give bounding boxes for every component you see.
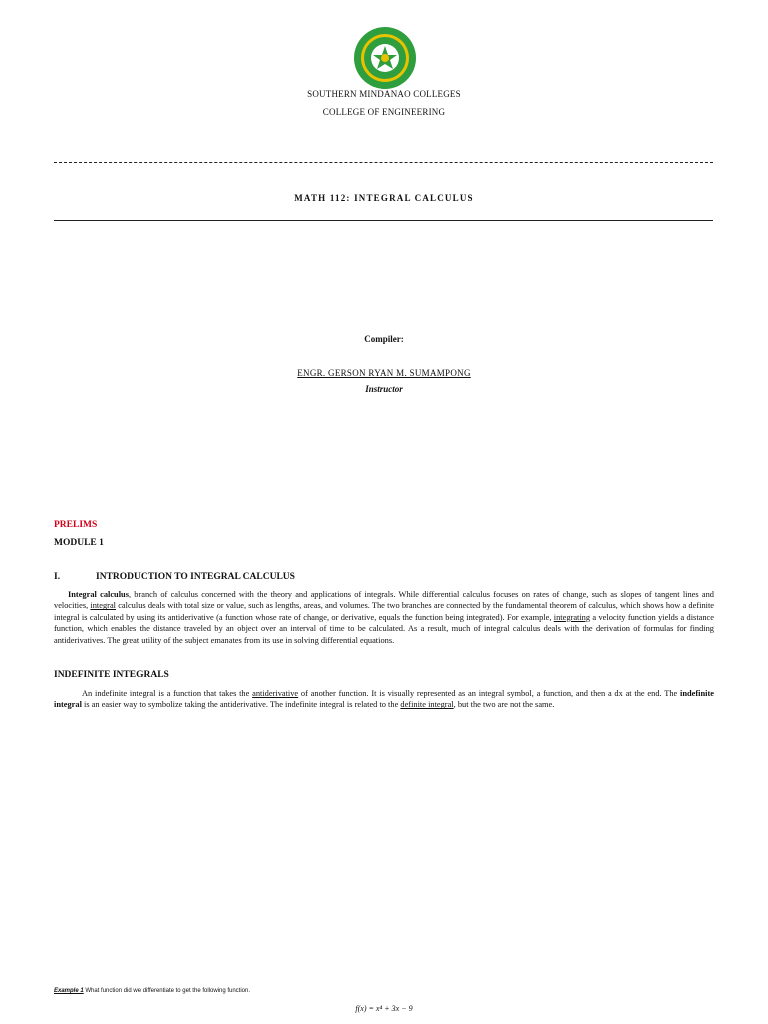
intro-text-2: calculus deals with total size or value, such as lengths, areas, and volumes. The two branches are connected by the fundamental theorem of calculus, which shows how a definite integral is calculated by using its antiderivative (a function whose rate of change, or derivative, equals the function being integrated). For example, xyxy=(54,601,715,622)
term-label: PRELIMS xyxy=(54,520,98,530)
indef-text-3: is an easier way to symbolize taking the antiderivative. The indefinite integral is related to the xyxy=(81,700,401,710)
indefinite-paragraph xyxy=(54,688,714,711)
example-formula: f(x) = x⁴ + 3x − 9 xyxy=(355,1004,413,1013)
example-label: Example 1 xyxy=(54,988,84,994)
integral-link[interactable]: integral xyxy=(90,601,116,611)
college-name: COLLEGE OF ENGINEERING xyxy=(322,107,446,117)
course-title: MATH 112: INTEGRAL CALCULUS xyxy=(294,193,474,203)
intro-text-3: a velocity function yields a distance function, which enables the distance traveled by an object over an interval of time to be calculated. As a result, much of integral calculus deals with the derivation of formulas for finding antiderivatives. The great utility of the subject emanates from its use in solving differential equations. xyxy=(54,612,714,645)
institution-name: SOUTHERN MINDANAO COLLEGES xyxy=(307,89,461,99)
compiler-role: Instructor xyxy=(365,384,403,394)
module-label: MODULE 1 xyxy=(54,538,104,548)
indef-bold-term: indefinite integral xyxy=(54,689,714,710)
definite-integral-link[interactable]: definite integral xyxy=(400,700,454,710)
intro-term: Integral calculus xyxy=(68,590,129,599)
intro-text-1: , branch of calculus concerned with the theory and applications of integrals. While differential calculus focuses on rates of change, such as slopes of tangent lines and velocities, xyxy=(54,590,714,611)
section-title: INTRODUCTION TO INTEGRAL CALCULUS xyxy=(96,572,295,582)
antiderivative-link[interactable]: antiderivative xyxy=(252,689,299,698)
solid-divider xyxy=(54,220,713,221)
integrating-link[interactable]: integrating xyxy=(553,612,591,622)
example-prompt xyxy=(54,988,250,994)
section-heading xyxy=(54,572,295,582)
compiler-name-text: ENGR. GERSON RYAN M. SUMAMPONG xyxy=(297,368,471,378)
intro-paragraph xyxy=(54,589,714,646)
indef-text-4: , but the two are not the same. xyxy=(453,700,555,710)
compiler-name xyxy=(0,368,768,378)
indef-text-1: An indefinite integral is a function that takes the xyxy=(82,689,253,698)
college-seal-icon xyxy=(353,26,417,90)
example-text: What function did we differentiate to get the following function. xyxy=(83,988,251,994)
section-number: I. xyxy=(54,572,61,582)
indefinite-heading: INDEFINITE INTEGRALS xyxy=(54,670,169,680)
indef-text-2: of another function. It is visually represented as an integral symbol, a function, and then a dx at the end. The xyxy=(298,689,681,698)
compiler-label: Compiler: xyxy=(364,334,404,344)
dashed-divider xyxy=(54,162,713,163)
